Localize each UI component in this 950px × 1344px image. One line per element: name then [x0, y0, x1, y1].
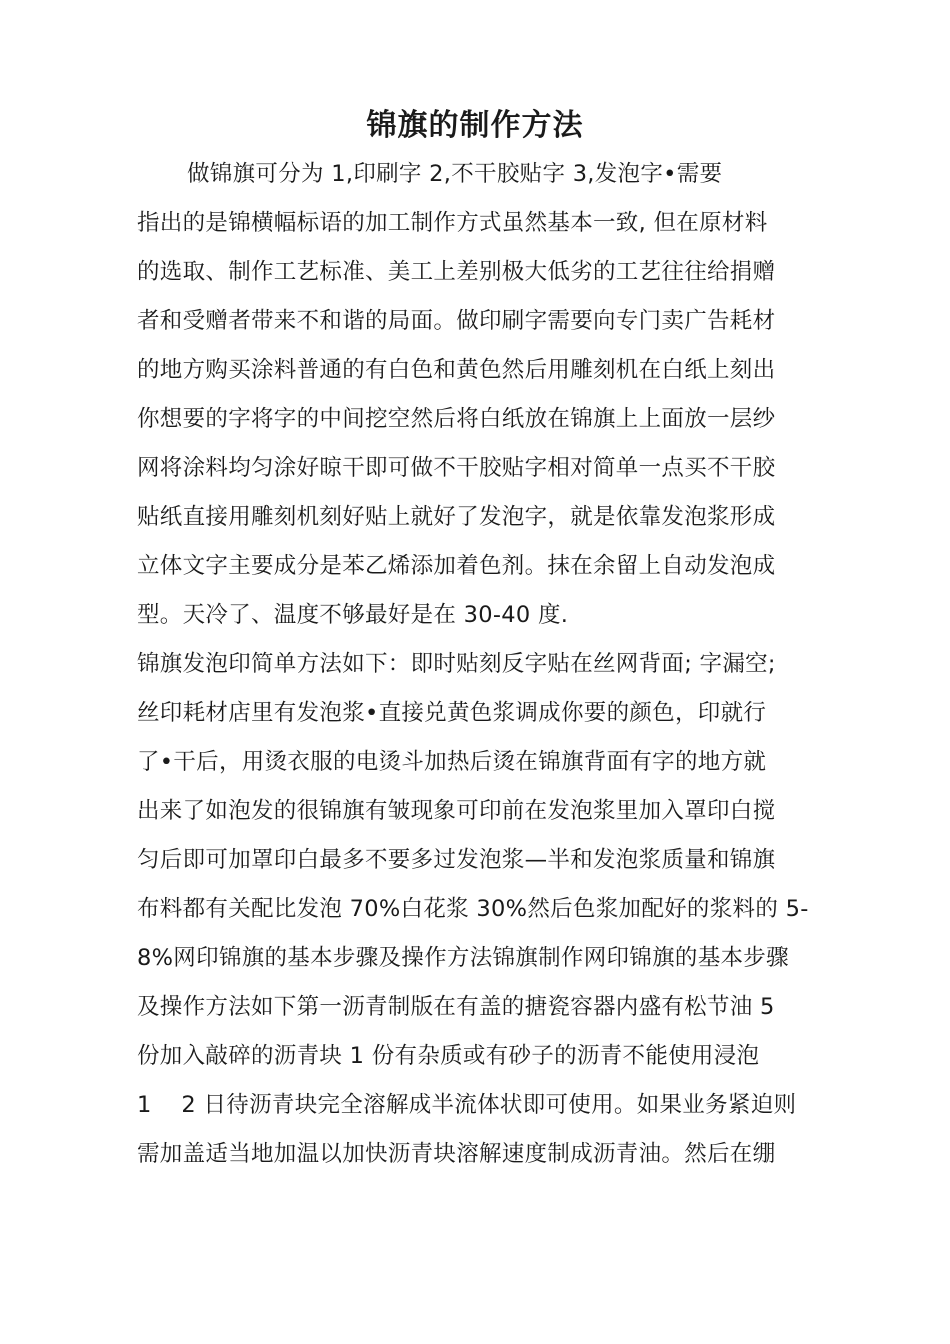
- document-body: [137, 150, 837, 1179]
- document-title: 锦旗的制作方法: [366, 108, 584, 143]
- paragraph-line: 及操作方法如下第一沥青制版在有盖的搪瓷容器内盛有松节油 5: [137, 994, 775, 1020]
- paragraph-line: 贴纸直接用雕刻机刻好贴上就好了发泡字，就是依靠发泡浆形成: [137, 504, 776, 530]
- paragraph-line: 1 2 日待沥青块完全溶解成半流体状即可使用。如果业务紧迫则: [137, 1092, 797, 1118]
- paragraph-line: 型。天冷了、温度不够最好是在 30-40 度.: [137, 602, 569, 628]
- paragraph-line: 8%网印锦旗的基本步骤及操作方法锦旗制作网印锦旗的基本步骤: [137, 945, 789, 971]
- paragraph-line: 需加盖适当地加温以加快沥青块溶解速度制成沥青油。然后在绷: [137, 1141, 776, 1167]
- paragraph-line: 做锦旗可分为 1,印刷字 2,不干胶贴字 3,发泡字•需要: [187, 161, 723, 187]
- paragraph-line: 者和受赠者带来不和谐的局面。做印刷字需要向专门卖广告耗材: [137, 308, 776, 334]
- paragraph-line: 立体文字主要成分是苯乙烯添加着色剂。抹在余留上自动发泡成: [137, 553, 776, 579]
- paragraph-line: 锦旗发泡印简单方法如下：即时贴刻反字贴在丝网背面; 字漏空;: [137, 651, 776, 677]
- paragraph-line: 匀后即可加罩印白最多不要多过发泡浆—半和发泡浆质量和锦旗: [137, 847, 776, 873]
- paragraph-line: 你想要的字将字的中间挖空然后将白纸放在锦旗上上面放一层纱: [137, 406, 776, 432]
- paragraph-line: 网将涂料均匀涂好晾干即可做不干胶贴字相对简单一点买不干胶: [137, 455, 776, 481]
- paragraph-line: 指出的是锦横幅标语的加工制作方式虽然基本一致, 但在原材料: [137, 210, 768, 236]
- paragraph-line: 丝印耗材店里有发泡浆•直接兑黄色浆调成你要的颜色，印就行: [137, 700, 767, 726]
- paragraph-line: 的地方购买涂料普通的有白色和黄色然后用雕刻机在白纸上刻出: [137, 357, 776, 383]
- paragraph-line: 布料都有关配比发泡 70%白花浆 30%然后色浆加配好的浆料的 5-: [137, 896, 809, 922]
- paragraph-line: 的选取、制作工艺标准、美工上差别极大低劣的工艺往往给捐赠: [137, 259, 776, 285]
- paragraph-line: 了•干后，用烫衣服的电烫斗加热后烫在锦旗背面有字的地方就: [137, 749, 767, 775]
- paragraph-line: 份加入敲碎的沥青块 1 份有杂质或有砂子的沥青不能使用浸泡: [137, 1043, 760, 1069]
- paragraph-line: 出来了如泡发的很锦旗有皱现象可印前在发泡浆里加入罩印白搅: [137, 798, 776, 824]
